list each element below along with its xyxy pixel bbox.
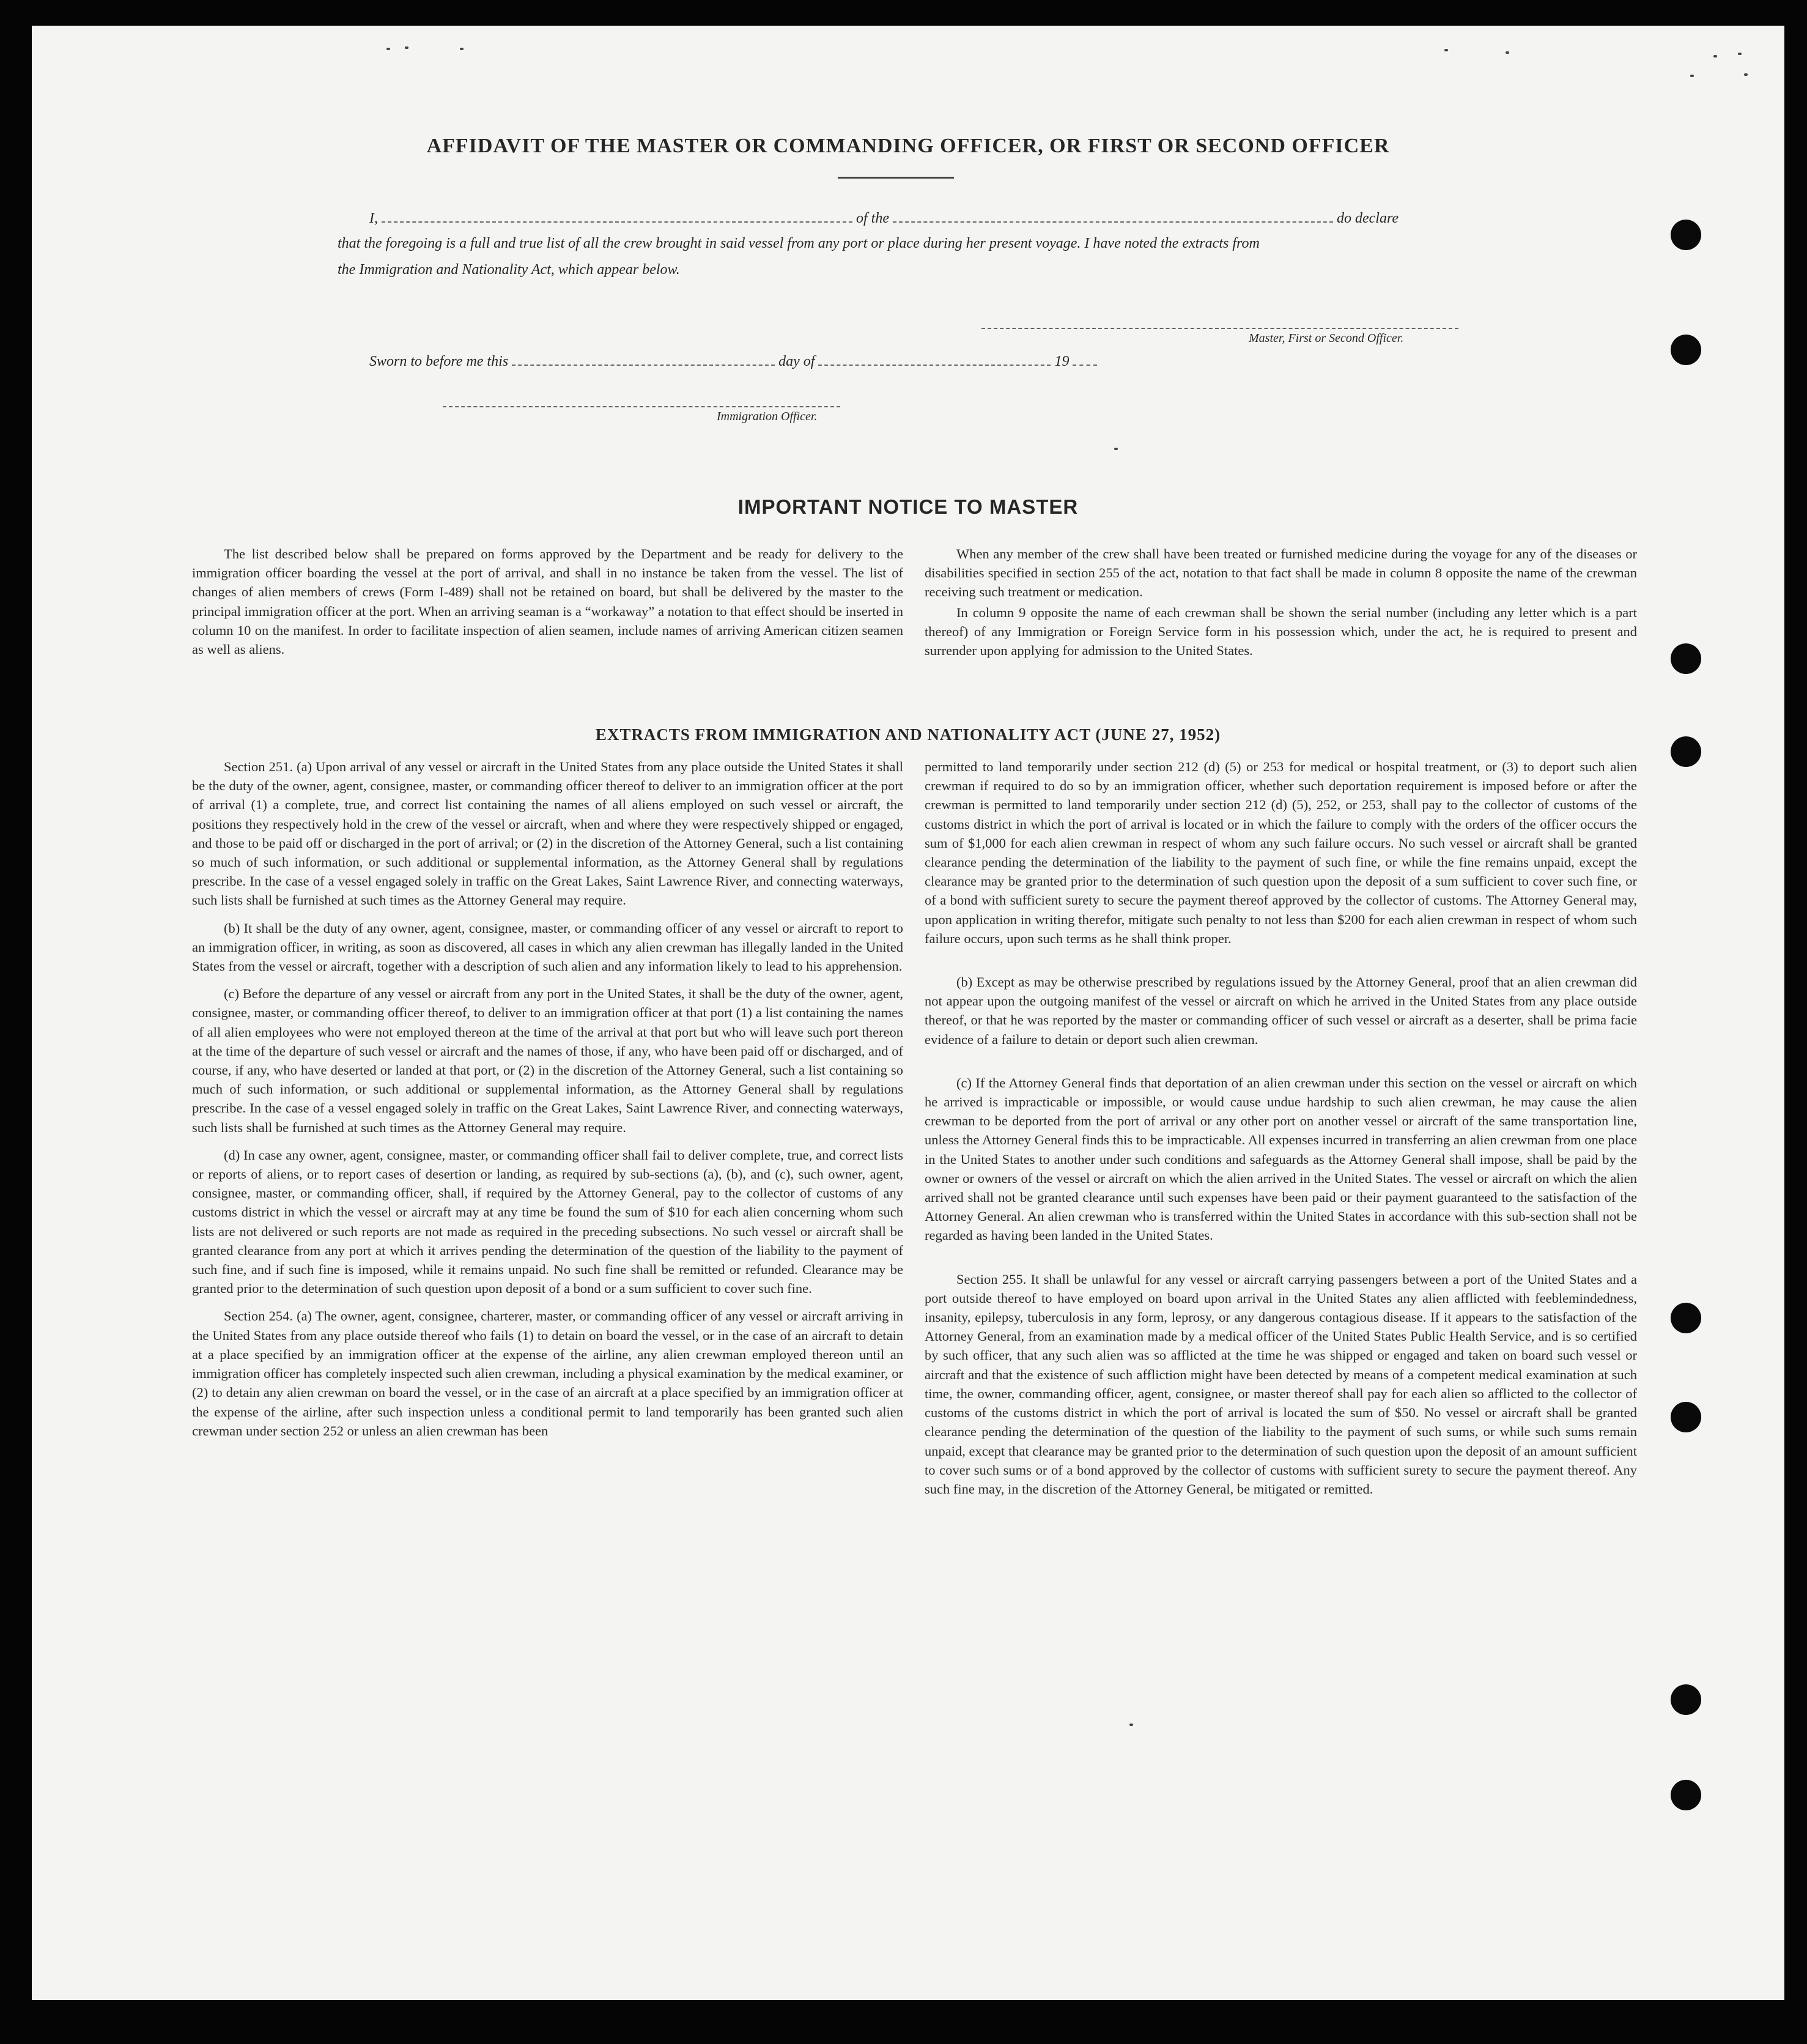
vessel-blank[interactable] <box>893 221 1333 223</box>
name-blank[interactable] <box>382 221 852 223</box>
master-signature-blank[interactable] <box>981 328 1458 329</box>
binder-hole <box>1671 1780 1701 1810</box>
immigration-officer-caption: Immigration Officer. <box>717 410 818 423</box>
binder-hole <box>1671 1402 1701 1432</box>
scan-speck <box>386 48 390 50</box>
extracts-left-column <box>192 757 903 1449</box>
affidavit-title: AFFIDAVIT OF THE MASTER OR COMMANDING OFFICER, OR FIRST OR SECOND OFFICER <box>426 135 1390 157</box>
scan-speck <box>1713 55 1717 57</box>
act-section-paragraph: (b) It shall be the duty of any owner, agent, consignee, master, or commanding officer of any vessel or aircraft to report to an immigration officer, in writing, as soon as discovered, all cases in which any alien crewman has illegally landed in the United States from the vessel or aircraft, together with a description of such alien and any information likely to lead to his apprehension. <box>192 920 903 974</box>
scan-speck <box>1690 75 1694 77</box>
scan-speck <box>1738 53 1742 55</box>
sworn-date-blank[interactable] <box>512 365 775 366</box>
sworn-month-blank[interactable] <box>818 365 1051 366</box>
act-section-paragraph: (d) In case any owner, agent, consignee, master, or commanding officer shall fail to deliver complete, true, and correct lists or reports of aliens, or to report cases of desertion or landing, as required by sub-sections (a), (b), and (c), such owner, agent, consignee, master, or commanding officer, shall, if required by the Attorney General, pay to the collector of customs of any customs district in which the vessel or aircraft may at any time be found the sum of $10 for each alien concerning whom such lists are not delivered or such reports are not made as required in the preceding subsections. No such vessel or aircraft shall be granted clearance from any port at which it arrives pending the determination of the question of the liability to the payment of such fine, and if such fine is imposed, while it remains unpaid. No such fine shall be remitted or refunded. Clearance may be granted prior to the determination of such question upon deposit of a bond or a sum sufficient to cover such fine. <box>192 1147 903 1297</box>
notice-right-column <box>925 544 1637 668</box>
extracts-right-column <box>925 757 1637 1507</box>
document-page <box>32 26 1784 2000</box>
binder-hole <box>1671 1303 1701 1333</box>
scan-speck <box>460 48 464 50</box>
binder-hole <box>1671 335 1701 365</box>
scan-speck <box>1444 49 1448 51</box>
act-section-paragraph: Section 255. It shall be unlawful for any vessel or aircraft carrying passengers between a port of the United States and a port outside thereof to have employed on board upon arrival in the United States any alien afflicted with feeblemindedness, insanity, epilepsy, tuberculosis in any form, leprosy, or any dangerous contagious disease. If it appears to the satisfaction of the Attorney General, from an examination made by a medical officer of the United States Public Health Service, and is so certified by such officer, that any such alien was so afflicted at the time he was shipped or engaged and taken on board such vessel or aircraft and that the existence of such affliction might have been detected by means of a competent medical examination at such time, the owner, commanding officer, agent, consignee, or master thereof shall pay for each alien so afflicted to the collector of customs of the customs district in which the port of arrival is located the sum of $50. No vessel or aircraft shall be granted clearance pending the determination of the question of the liability to the payment of such sums, or while such sums remain unpaid, except that clearance may be granted prior to the determination of such question upon the deposit of an amount sufficient to cover such sums or of a bond approved by the collector of customs with sufficient surety to secure the payment thereof. Any such fine may, in the discretion of the Attorney General, be mitigated or remitted. <box>925 1271 1637 1497</box>
sworn-line: Sworn to before me this day of 19 <box>369 354 1097 370</box>
immigration-officer-blank[interactable] <box>443 406 840 407</box>
sworn-year-blank[interactable] <box>1073 365 1097 366</box>
notice-left-column <box>192 544 903 667</box>
scan-speck <box>1744 73 1748 76</box>
act-section-paragraph: permitted to land temporarily under section 212 (d) (5) or 253 for medical or hospital treatment, or (3) to deport such alien crewman if required to do so by an immigration officer, whether such deportation requirement is imposed before or after the crewman is permitted to land temporarily under section 212 (d) (5), 252, or 253, shall pay to the collector of customs of the customs district in which the port of arrival is located or in which the failure to comply with the orders of the officer occurs the sum of $1,000 for each alien crewman in respect of whom any such failure occurs. No such vessel or aircraft shall be granted clearance pending the determination of the liability to the payment of such fine, or while the fine remains unpaid, except the clearance may be granted prior to the determination of such question upon the deposit of a sum sufficient to cover such fine, or of a bond with sufficient surety to secure the payment thereof approved by the collector of customs. The Attorney General may, upon application in writing therefor, mitigate such penalty to not less than $200 for each alien crewman in respect of whom such failure occurs, upon such terms as he shall think proper. <box>925 759 1637 946</box>
master-caption: Master, First or Second Officer. <box>1249 331 1404 345</box>
scan-speck <box>405 46 408 49</box>
declaration-text: the Immigration and Nationality Act, which appear below. <box>338 262 680 278</box>
declaration-line: I, of the do declare <box>369 210 1399 226</box>
act-section-paragraph: Section 254. (a) The owner, agent, consignee, charterer, master, or commanding officer of any vessel or aircraft arriving in the United States from any place outside thereof who fails (1) to detain on board the vessel, or in the case of an aircraft to detain at a place specified by an immigration officer at the expense of the airline, any alien crewman employed thereon until an immigration officer has completely inspected such alien crewman, including a physical examination by the medical examiner, or (2) to detain any alien crewman on board the vessel, or in the case of an aircraft at a place specified by an immigration officer at the expense of the airline, after such inspection unless a conditional permit to land temporarily has been granted such alien crewman under section 252 or unless an alien crewman has been <box>192 1308 903 1439</box>
binder-hole <box>1671 643 1701 674</box>
scan-speck <box>1114 448 1118 450</box>
binder-hole <box>1671 1684 1701 1715</box>
title-rule <box>838 177 954 179</box>
act-section-paragraph: (c) Before the departure of any vessel or aircraft from any port in the United States, it shall be the duty of the owner, agent, consignee, master, or commanding officer thereof, to deliver to an immigration officer at that port (1) a list containing the names of all alien employees who were not employed thereon at the time of the arrival at that port but who will leave such port thereon at the time of the departure of such vessel or aircraft and the names of those, if any, who have been paid off or discharged, and of course, if any, who have deserted or landed at that port, or (2) in the discretion of the Attorney General, such a list containing so much of such information, or such additional or supplemental information, as the Attorney General shall by regulations prescribe. In the case of a vessel engaged solely in traffic on the Great Lakes, Saint Lawrence River, and connecting waterways, such lists shall be furnished at such times as the Attorney General may require. <box>192 986 903 1135</box>
scan-speck <box>1129 1724 1133 1726</box>
declaration-text: that the foregoing is a full and true list of all the crew brought in said vessel from any port or place during her present voyage. I have noted the extracts from <box>338 235 1260 251</box>
notice-paragraph: The list described below shall be prepared on forms approved by the Department and be ready for delivery to the immigration officer boarding the vessel at the port of arrival, and shall in no instance be taken from the vessel. The list of changes of alien members of crews (Form I-489) shall not be retained on board, but shall be delivered by the master to the principal immigration officer at the port. When an arriving seaman is a “workaway” a notation to that effect should be inserted in column 10 on the manifest. In order to facilitate inspection of alien seamen, include names of arriving American citizen seamen as well as aliens. <box>192 546 903 657</box>
notice-paragraph: In column 9 opposite the name of each crewman shall be shown the serial number (including any letter which is a part thereof) of any Immigration or Foreign Service form in his possession which, under the act, he is required to present and surrender upon applying for admission to the United States. <box>925 604 1637 659</box>
binder-hole <box>1671 220 1701 250</box>
act-section-paragraph: (b) Except as may be otherwise prescribed by regulations issued by the Attorney General, proof that an alien crewman did not appear upon the outgoing manifest of the vessel or aircraft on which he arrived in the United States from any place outside thereof, or that he was reported by the master or commanding officer of such vessel or aircraft as a deserter, shall be prima facie evidence of a failure to detain or deport such alien crewman. <box>925 974 1637 1047</box>
scan-speck <box>1506 51 1509 54</box>
act-section-paragraph: (c) If the Attorney General finds that deportation of an alien crewman under this section on the vessel or aircraft on which he arrived is impracticable or impossible, or would cause undue hardship to such alien crewman, he may cause the alien crewman to be deported from the port of arrival or any other port on another vessel or aircraft of the same transportation line, unless the Attorney General finds this to be impracticable. All expenses incurred in transferring an alien crewman from one place in the United States to another under such conditions and safeguards as the Attorney General shall impose, shall be paid by the owner or owners of the vessel or aircraft on which the alien arrived in the United States. The vessel or aircraft on which the alien arrived shall not be granted clearance until such expenses have been paid or their payment guaranteed to the satisfaction of the Attorney General. An alien crewman who is transferred within the United States in accordance with this sub-section shall not be regarded as having been landed in the United States. <box>925 1075 1637 1243</box>
extracts-title: EXTRACTS FROM IMMIGRATION AND NATIONALITY ACT (JUNE 27, 1952) <box>595 725 1221 744</box>
act-section-paragraph: Section 251. (a) Upon arrival of any vessel or aircraft in the United States from any place outside the United States it shall be the duty of the owner, agent, consignee, master, or commanding officer thereof to deliver to an immigration officer at the port of arrival (1) a complete, true, and correct list containing the names of all aliens employed on such vessel or aircraft, the positions they respectively hold in the crew of the vessel or aircraft, when and where they were respectively shipped or engaged, and those to be paid off or discharged in the port of arrival; or (2) in the discretion of the Attorney General, such a list containing so much of such information, or such additional or supplemental information, as the Attorney General shall by regulations prescribe. In the case of a vessel engaged solely in traffic on the Great Lakes, Saint Lawrence River, and connecting waterways, such lists shall be furnished at such times as the Attorney General may require. <box>192 759 903 908</box>
notice-paragraph: When any member of the crew shall have been treated or furnished medicine during the voyage for any of the diseases or disabilities specified in section 255 of the act, notation to that fact shall be made in column 8 opposite the name of the crewman receiving such treatment or medication. <box>925 546 1637 600</box>
notice-title: IMPORTANT NOTICE TO MASTER <box>737 495 1079 518</box>
